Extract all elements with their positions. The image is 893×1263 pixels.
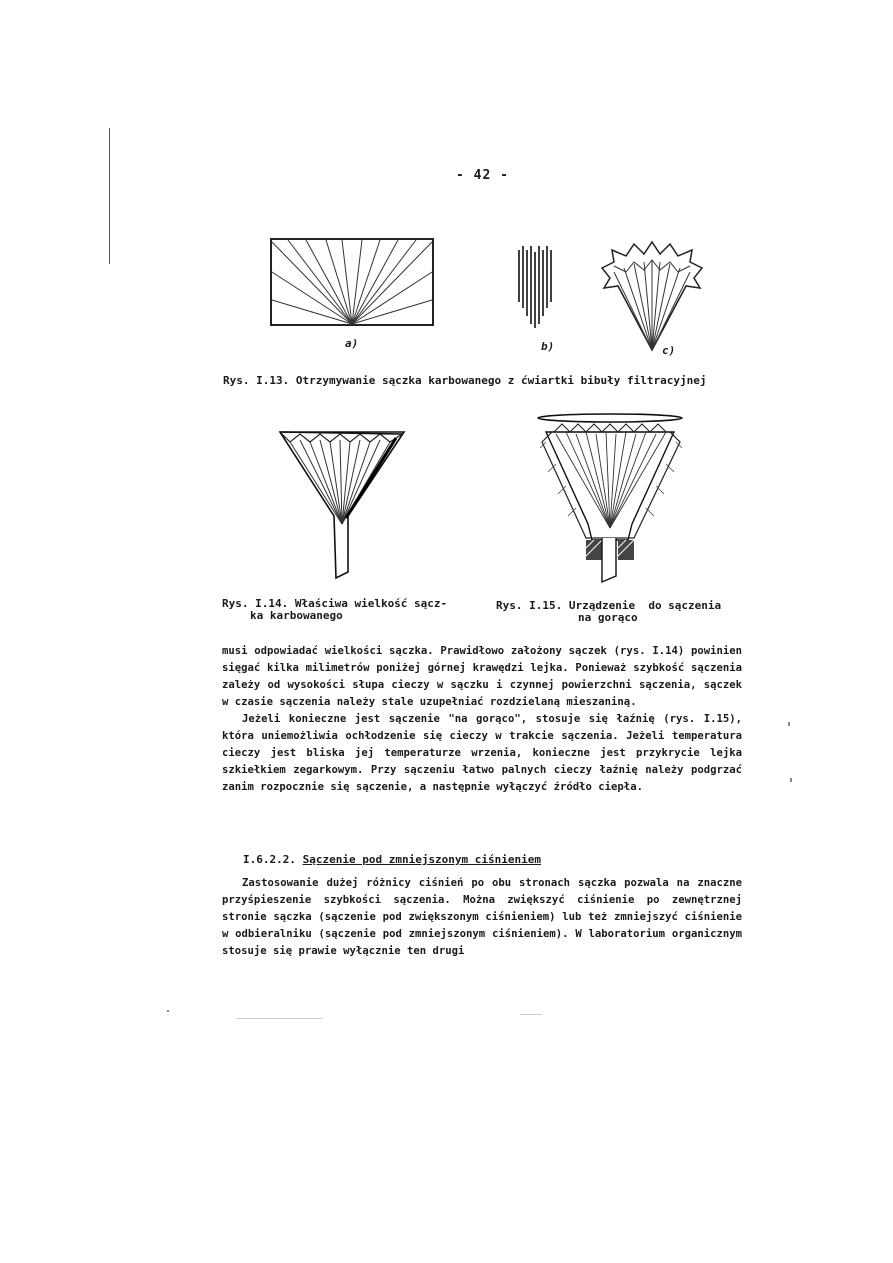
paragraph-3: Zastosowanie dużej różnicy ciśnień po obu stronach sączka pozwala na znaczne przyśpieszenie szybkości sączenia. Można zwiększyć ciśnienie po zewnętrznej stronie sączka (sączenie pod zwiększonym ciśnieniem) lub też zmniejszyć ciśnienie w odbieralniku (sączenie pod zmniejszonym ciśnieniem). W laboratorium organicznym stosuje się prawie wyłącznie ten drugi: [222, 877, 742, 957]
section-heading: [243, 853, 541, 866]
body-text-top: [222, 643, 742, 796]
scan-speck: [167, 1010, 169, 1012]
figure-1-13c-fluted-cone: [600, 242, 704, 352]
section-title: Sączenie pod zmniejszonym ciśnieniem: [302, 853, 542, 866]
paragraph-1: musi odpowiadać wielkości sączka. Prawidłowo założony sączek (rys. I.14) powinien sięgać kilka milimetrów poniżej górnej krawędzi lejka. Ponieważ szybkość sączenia zależy od wysokości słupa cieczy w sączku i czynnej powierzchni sączenia, sączek w czasie sączenia należy stale uzupełniać rozdzielaną mieszaniną.: [222, 645, 742, 708]
figure-1-13b-label: b): [541, 340, 555, 353]
figure-1-13a-label: a): [345, 337, 359, 350]
figure-1-13-caption: Rys. I.13. Otrzymywanie sączka karbowanego z ćwiartki bibuły filtracyjnej: [223, 374, 707, 387]
scan-speck: [788, 722, 790, 726]
figure-1-14-funnel-with-filter: [276, 428, 408, 580]
figure-1-15-hot-filtration-apparatus: [536, 412, 686, 584]
scan-speck: [790, 778, 792, 782]
figure-1-15-caption-line2: na gorąco: [578, 611, 638, 624]
margin-rule: [109, 128, 110, 264]
figure-1-14-caption-line1: Rys. I.14. Właściwa wielkość sącz-: [222, 597, 448, 610]
section-number: I.6.2.2.: [243, 853, 296, 866]
figure-1-13b-pleated-strip: [516, 246, 554, 330]
body-text-bottom: [222, 875, 742, 960]
figure-1-15-caption-line1: Rys. I.15. Urządzenie do sączenia: [496, 599, 722, 612]
figure-1-13c-label: c): [662, 344, 676, 357]
scan-smudge: [520, 1014, 542, 1015]
figure-1-13a-folded-paper: [270, 238, 434, 326]
figure-1-14-caption-line2: ka karbowanego: [250, 609, 343, 622]
page-number: - 42 -: [456, 168, 509, 183]
paragraph-2: Jeżeli konieczne jest sączenie "na gorąco", stosuje się łaźnię (rys. I.15), która uniemożliwia ochłodzenie się cieczy w trakcie sączenia. Jeżeli temperatura cieczy jest bliska jej temperaturze wrzenia, konieczne jest przykrycie lejka szkiełkiem zegarkowym. Przy sączeniu łatwo palnych cieczy łaźnię należy podgrzać zanim rozpocznie się sączenie, a następnie wyłączyć źródło ciepła.: [222, 713, 742, 793]
scan-smudge: [236, 1018, 322, 1019]
